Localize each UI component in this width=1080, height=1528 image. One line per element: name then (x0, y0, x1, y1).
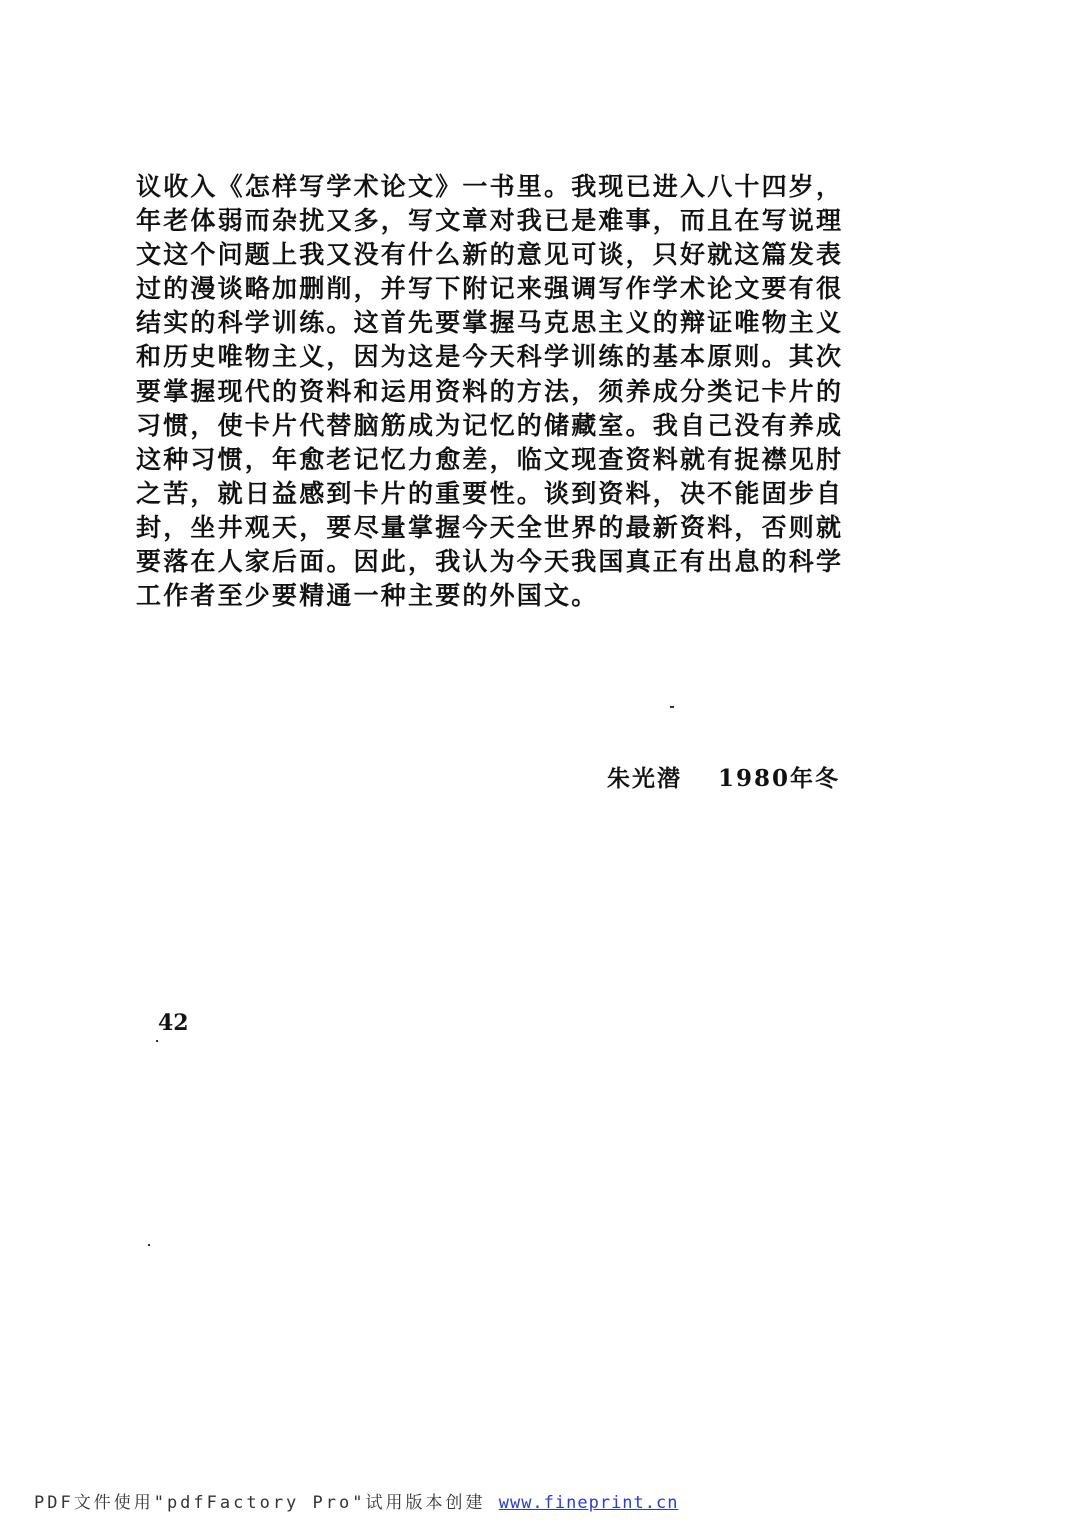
scan-speck (670, 706, 674, 708)
text-line: 工作者至少要精通一种主要的外国文。 (136, 581, 599, 611)
signature-line (607, 760, 840, 793)
text-line: 结实的科学训练。这首先要掌握马克思主义的辩证唯物主义 (136, 308, 844, 338)
pdf-watermark-footer (34, 1488, 678, 1513)
text-line: 封，坐井观天，要尽量掌握今天全世界的最新资料，否则就 (136, 512, 844, 542)
scan-speck (148, 1244, 150, 1246)
text-line: 年老体弱而杂扰又多，写文章对我已是难事，而且在写说理 (136, 206, 844, 236)
text-line: 要掌握现代的资料和运用资料的方法，须养成分类记卡片的 (136, 376, 844, 406)
text-line: 和历史唯物主义，因为这是今天科学训练的基本原则。其次 (136, 342, 844, 372)
signature-date: 1980年冬 (718, 765, 841, 792)
text-line: 这种习惯，年愈老记忆力愈差，临文现查资料就有捉襟见肘 (136, 444, 844, 474)
watermark-text: PDF文件使用"pdfFactory Pro"试用版本创建 (34, 1493, 486, 1513)
fineprint-link[interactable]: www.fineprint.cn (498, 1493, 679, 1513)
text-line: 之苦，就日益感到卡片的重要性。谈到资料，决不能固步自 (136, 478, 844, 508)
text-line: 议收入《怎样写学术论文》一书里。我现已进入八十四岁， (136, 172, 844, 201)
scan-speck (156, 1040, 158, 1042)
body-paragraph (136, 170, 916, 613)
page-number: 42 (158, 1010, 189, 1036)
text-line: 文这个问题上我又没有什么新的意见可谈，只好就这篇发表 (136, 240, 844, 270)
text-line: 习惯，使卡片代替脑筋成为记忆的储藏室。我自己没有养成 (136, 410, 844, 440)
signature-author: 朱光潜 (607, 765, 682, 792)
text-line: 过的漫谈略加删削，并写下附记来强调写作学术论文要有很 (136, 274, 844, 304)
text-line: 要落在人家后面。因此，我认为今天我国真正有出息的科学 (136, 547, 844, 577)
